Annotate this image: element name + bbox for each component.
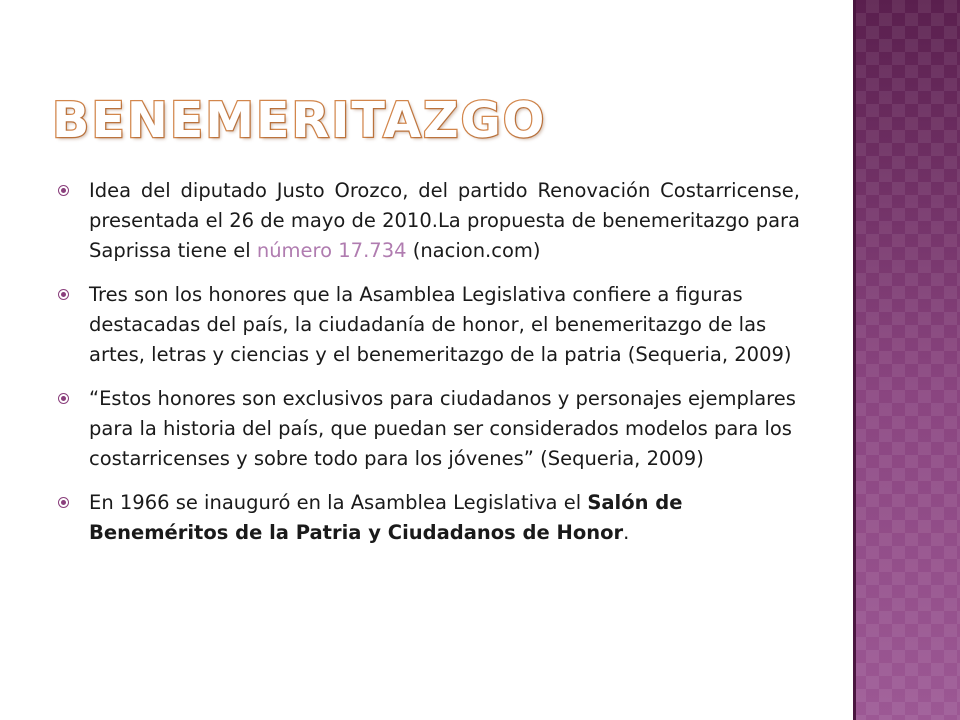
bullet-item-1 bbox=[58, 176, 800, 266]
bullet-bold-text: Salón de Beneméritos de la Patria y Ciudadanos de Honor bbox=[89, 491, 683, 544]
bullet-circle-icon bbox=[58, 393, 69, 404]
bullet-text-source: (nacion.com) bbox=[406, 239, 541, 262]
bullet-text: En 1966 se inauguró en la Asamblea Legislativa el bbox=[89, 491, 588, 514]
bullet-circle-icon bbox=[58, 289, 69, 300]
bullet-item-3 bbox=[58, 384, 800, 474]
slide-title: BENEMERITAZGO bbox=[52, 92, 547, 149]
link-numero[interactable]: número 17.734 bbox=[256, 239, 407, 262]
bullet-text: Tres son los honores que la Asamblea Legislativa confiere a figuras destacadas del país, la ciudadanía de honor, el benemeritazgo de las artes, letras y ciencias y el benemeritazgo de la patria (Sequeria, 2009) bbox=[89, 283, 792, 366]
bullet-circle-icon bbox=[58, 185, 69, 196]
bullet-text: “Estos honores son exclusivos para ciudadanos y personajes ejemplares para la historia del país, que puedan ser considerados modelos para los costarricenses y sobre todo para los jóvenes” (Sequeria, 2009) bbox=[89, 387, 796, 470]
bullet-text-end: . bbox=[623, 521, 630, 544]
bullet-circle-icon bbox=[58, 497, 69, 508]
bullet-text: Idea del diputado Justo Orozco, del partido Renovación Costarricense, presentada el 26 de mayo de 2010.La propuesta de benemeritazgo para Saprissa tiene el bbox=[89, 179, 800, 262]
bullet-item-4 bbox=[58, 488, 800, 548]
decorative-side-band bbox=[853, 0, 960, 720]
bullet-list bbox=[58, 176, 800, 562]
bullet-item-2 bbox=[58, 280, 800, 370]
